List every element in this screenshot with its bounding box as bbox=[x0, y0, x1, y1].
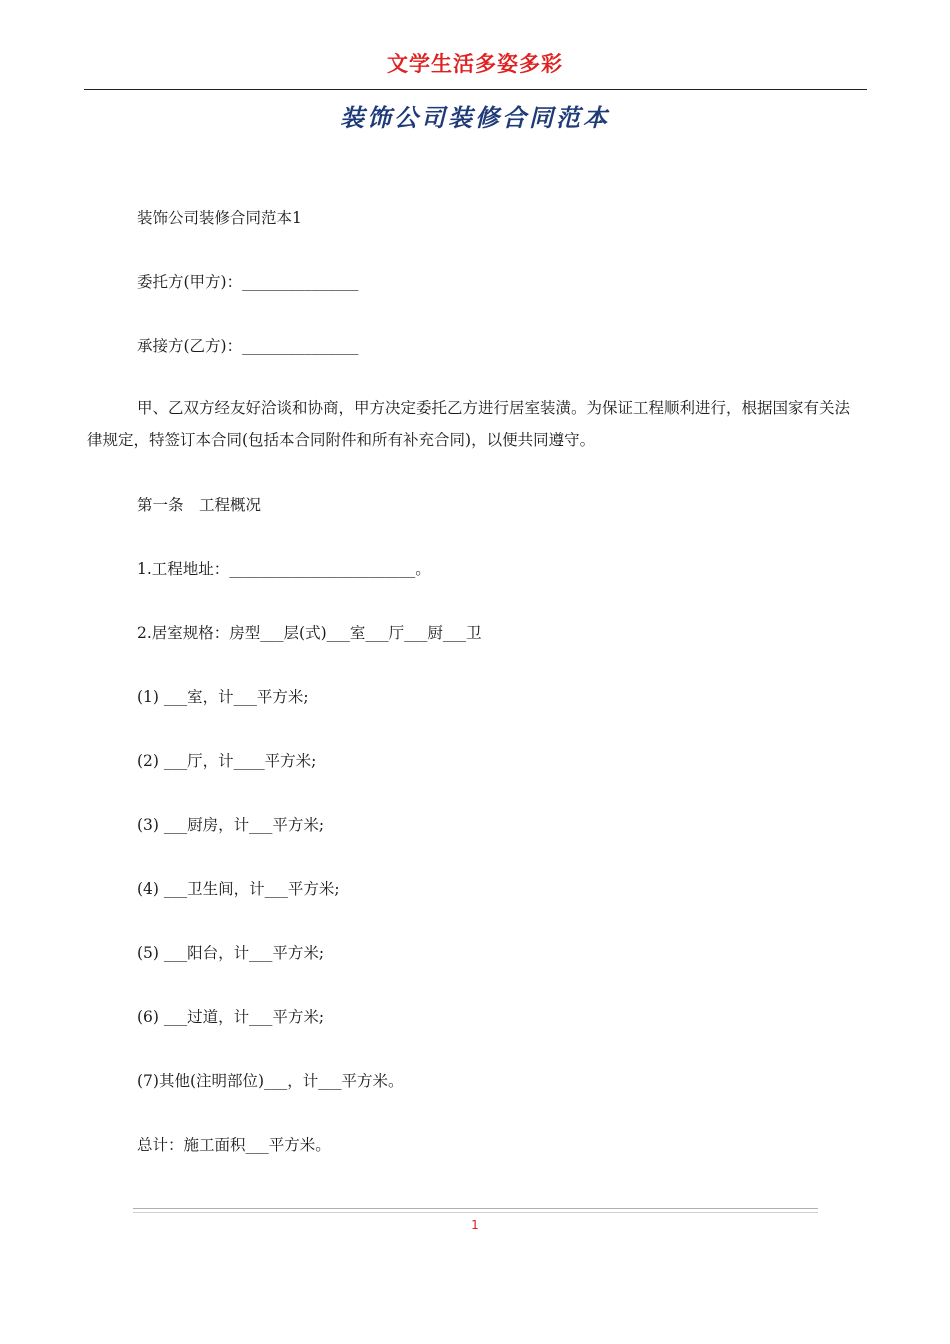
contract-heading: 装饰公司装修合同范本1 bbox=[137, 209, 302, 227]
total-area-line: 总计：施工面积___平方米。 bbox=[137, 1136, 331, 1154]
room-item-6: (6) ___过道，计___平方米; bbox=[137, 1008, 325, 1026]
project-address-line: 1.工程地址：________________________。 bbox=[137, 560, 431, 578]
room-item-1: (1) ___室，计___平方米; bbox=[137, 688, 309, 706]
article-1-heading: 第一条 工程概况 bbox=[137, 496, 262, 514]
header-divider bbox=[84, 89, 867, 90]
room-item-5: (5) ___阳台，计___平方米; bbox=[137, 944, 325, 962]
document-title: 装饰公司装修合同范本 bbox=[340, 103, 610, 132]
footer-divider bbox=[133, 1208, 818, 1209]
party-a-line: 委托方(甲方)：_______________ bbox=[137, 273, 359, 291]
page-number: 1 bbox=[471, 1218, 479, 1232]
room-item-4: (4) ___卫生间，计___平方米; bbox=[137, 880, 340, 898]
intro-paragraph: 甲、乙双方经友好洽谈和协商，甲方决定委托乙方进行居室装潢。为保证工程顺利进行，根据国家有关法律规定，特签订本合同(包括本合同附件和所有补充合同)，以便共同遵守。 bbox=[87, 399, 851, 449]
room-item-2: (2) ___厅，计____平方米; bbox=[137, 752, 317, 770]
footer-divider-secondary bbox=[133, 1212, 818, 1213]
room-spec-line: 2.居室规格：房型___层(式)___室___厅___厨___卫 bbox=[137, 624, 482, 642]
party-b-line: 承接方(乙方)：_______________ bbox=[137, 337, 359, 355]
room-item-3: (3) ___厨房，计___平方米; bbox=[137, 816, 325, 834]
room-item-7: (7)其他(注明部位)___，计___平方米。 bbox=[137, 1072, 404, 1090]
header-title: 文学生活多姿多彩 bbox=[387, 52, 563, 76]
